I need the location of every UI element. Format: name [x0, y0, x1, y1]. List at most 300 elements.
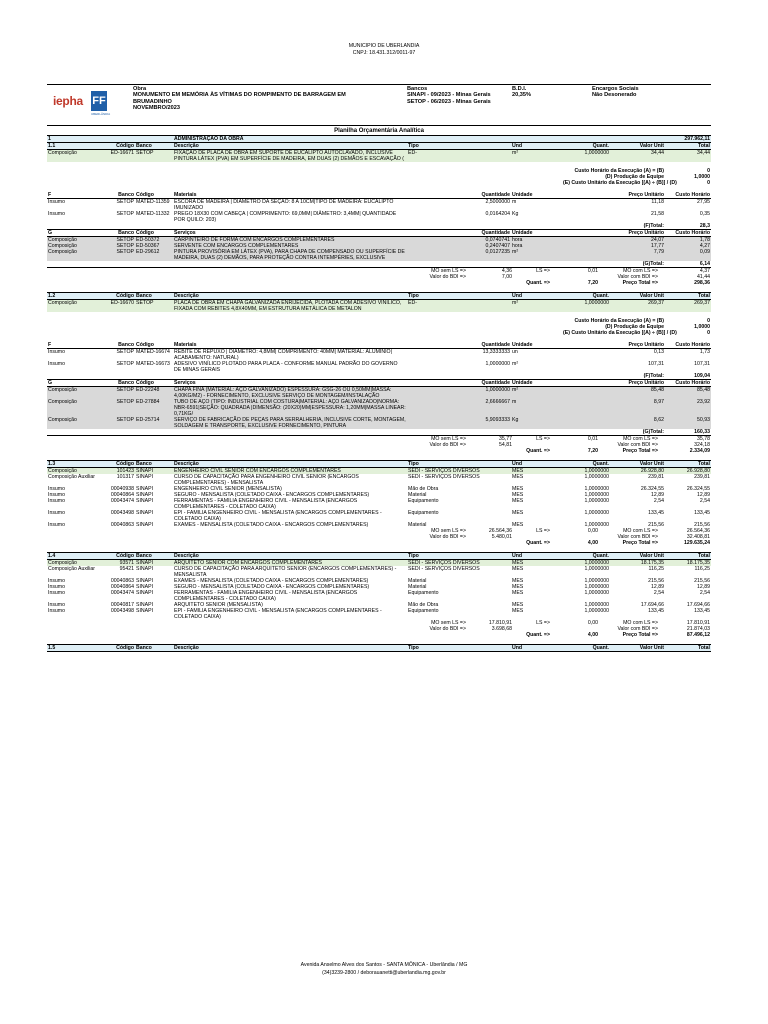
- col-total: Total: [697, 645, 710, 651]
- row-bank: SETOP: [135, 300, 173, 312]
- row-unidade: un: [512, 349, 518, 355]
- row-und: m²: [511, 300, 562, 312]
- row-total: 133,45: [694, 510, 710, 516]
- row-quant: 1,0000000: [584, 602, 609, 608]
- ls-value: 0,00: [587, 528, 598, 534]
- row-kind: Insumo: [48, 211, 66, 217]
- col-banco: Banco: [136, 553, 152, 559]
- row-und: MES: [512, 474, 524, 480]
- row-code: ED-27884: [135, 399, 173, 417]
- mo-com-ls-label: MO com LS =>: [623, 620, 658, 626]
- total-label: (G)Total:: [642, 261, 664, 267]
- col-und: Und: [512, 645, 523, 651]
- row-bank: SINAPI: [136, 498, 154, 504]
- col-descricao: Descrição: [174, 143, 199, 149]
- service-row: [47, 417, 711, 429]
- composition-row: [47, 474, 711, 486]
- row-tipo: Material: [408, 584, 427, 590]
- row-custo: 50,93: [665, 417, 711, 429]
- row-quant: 1,0000000: [584, 498, 609, 504]
- row-unidade: m: [512, 199, 517, 205]
- row-bank: SINAPI: [135, 468, 173, 474]
- row-kind: Composição: [47, 249, 103, 261]
- unit-execution-cost-row: [47, 330, 711, 336]
- row-kind: Composição: [47, 468, 103, 474]
- preco-total-label: Preço Total =>: [622, 448, 658, 454]
- row-kind: Insumo: [48, 590, 66, 596]
- col-valor-unit: Valor Unit: [639, 553, 664, 559]
- row-unit: 12,89: [651, 584, 664, 590]
- col-tipo: Tipo: [408, 645, 419, 651]
- row-preco: 85,48: [610, 387, 665, 399]
- row-preco: 7,79: [610, 249, 665, 261]
- row-quantidade: 2,6666667: [407, 399, 511, 417]
- valor-com-bdi-label: Valor com BDI =>: [617, 274, 658, 280]
- col-unidade: Unidade: [512, 230, 533, 236]
- row-code: 00043498: [110, 608, 134, 614]
- document-header: [47, 84, 711, 126]
- row-und: MES: [512, 584, 524, 590]
- row-unit: 269,37: [610, 300, 665, 312]
- row-bank: SINAPI: [136, 590, 154, 596]
- valor-com-bdi-value: 21.874,03: [686, 626, 710, 632]
- service-row: [47, 399, 711, 417]
- mo-label: MO sem LS =>: [431, 620, 466, 626]
- col-valor-unit: Valor Unit: [639, 461, 664, 467]
- group-row-1: [47, 135, 711, 142]
- quant-label: Quant. =>: [526, 540, 550, 546]
- row-desc: PREGO 18X30 COM CABEÇA | COMPRIMENTO: 69,0MM| DIÂMETRO: 3,4MM| QUANTIDADE POR QUILO: 203): [174, 211, 397, 223]
- row-und: MES: [512, 492, 524, 498]
- row-preco: 24,07: [610, 237, 665, 243]
- row-total: 26.928,80: [665, 468, 711, 474]
- composition-header-s13: [47, 460, 711, 468]
- row-desc: CHAPA FINA (MATERIAL: AÇO GALVANIZADO) ESPESSURA: GSG-26 OU 0,50MM|MASSA: 4,00KG/M2) - FORNECIMENTO, EXCLUSIVE SERVIÇO DE MONTAGEM/INSTALAÇÃO: [173, 387, 407, 399]
- row-quant: 1,0000000: [562, 150, 610, 162]
- block-title: Serviços: [174, 230, 196, 236]
- bancos-block: [407, 86, 517, 105]
- row-code: ED-29612: [135, 249, 173, 261]
- col-und: Und: [512, 293, 523, 299]
- main-composition-row: [47, 300, 711, 312]
- row-und: MES: [511, 560, 562, 566]
- row-bank: SINAPI: [135, 560, 173, 566]
- col-quant: Quant.: [592, 645, 609, 651]
- row-und: MES: [512, 522, 524, 528]
- col-total: Total: [697, 553, 710, 559]
- mo-label: MO sem LS =>: [431, 268, 466, 274]
- row-quant: 1,0000000: [584, 492, 609, 498]
- row-desc: CARPINTEIRO DE FORMA COM ENCARGOS COMPLEMENTARES: [173, 237, 407, 243]
- row-bank: SINAPI: [136, 522, 154, 528]
- row-custo: 1,78: [665, 237, 711, 243]
- composition-row: [47, 498, 711, 510]
- row-kind: Insumo: [48, 492, 66, 498]
- row-kind: Composição Auxiliar: [48, 474, 95, 480]
- iepha-logo-text: iepha: [53, 94, 83, 108]
- col-valor-unit: Valor Unit: [639, 143, 664, 149]
- row-bank: SETOP: [103, 387, 135, 399]
- col-codigo: Código: [116, 143, 134, 149]
- cost-value: 0: [707, 180, 710, 186]
- row-bank: SINAPI: [136, 510, 154, 516]
- preco-total-value: 129.635,24: [684, 540, 710, 546]
- row-und: MES: [512, 590, 524, 596]
- row-kind: Composição: [47, 399, 103, 417]
- row-total: 26.324,55: [686, 486, 710, 492]
- encargos-value: Não Desonerado: [592, 92, 637, 99]
- row-code: ED-25714: [135, 417, 173, 429]
- block-title: Materiais: [174, 342, 197, 348]
- row-code: 00040864: [110, 492, 134, 498]
- row-tipo: Mão de Obra: [408, 602, 439, 608]
- row-bank: SINAPI: [136, 566, 154, 572]
- col-descricao: Descrição: [174, 461, 199, 467]
- total-value: 28,3: [699, 223, 710, 229]
- row-kind: Composição: [47, 387, 103, 399]
- ls-value: 0,01: [587, 268, 598, 274]
- col-total: Total: [697, 293, 710, 299]
- quant-value: 4,00: [587, 632, 598, 638]
- item-number: 1.3: [48, 461, 56, 467]
- col-custo-horario: Custo Horário: [675, 230, 710, 236]
- row-total: 133,45: [694, 608, 710, 614]
- col-custo-horario: Custo Horário: [675, 342, 710, 348]
- col-banco: Banco: [136, 143, 152, 149]
- row-desc: ADESIVO VINÍLICO PLOTADO PARA PLACA - CONFORME MANUAL PADRÃO DO GOVERNO DE MINAS GERAIS: [174, 361, 398, 373]
- row-custo: 23,92: [665, 399, 711, 417]
- row-kind: Insumo: [48, 608, 66, 614]
- col-quant: Quant.: [592, 143, 609, 149]
- row-bank: SINAPI: [136, 584, 154, 590]
- bdi-block: [512, 86, 562, 99]
- row-code: 00040817: [110, 602, 134, 608]
- main-composition-row: [47, 150, 711, 162]
- preco-total-label: Preço Total =>: [622, 540, 658, 546]
- row-code: MATED-16673: [136, 361, 170, 367]
- row-bank: SINAPI: [136, 578, 154, 584]
- ls-label: LS =>: [536, 620, 550, 626]
- cost-value: 0: [707, 318, 710, 324]
- materials-total: [47, 373, 711, 380]
- row-custo: 27,95: [697, 199, 710, 205]
- row-quant: 1,0000000: [584, 510, 609, 516]
- services-total: [47, 429, 711, 436]
- col-codigo: Código: [136, 380, 154, 386]
- row-quant: 1,0000000: [584, 584, 609, 590]
- row-desc: ARQUITETO SENIOR (MENSALISTA): [174, 602, 263, 608]
- col-codigo: Código: [136, 192, 154, 198]
- valor-com-bdi-label: Valor com BDI =>: [617, 534, 658, 540]
- ff-logo-subtitle: UBERLÂNDIA: [91, 112, 111, 116]
- service-row: [47, 249, 711, 261]
- row-total: 116,25: [694, 566, 710, 572]
- services-header: [47, 380, 711, 387]
- row-bank: SETOP: [116, 349, 134, 355]
- mo-label: MO sem LS =>: [431, 436, 466, 442]
- cost-value: 1,0000: [694, 324, 710, 330]
- page-footer: [0, 961, 768, 977]
- col-tipo: Tipo: [408, 553, 419, 559]
- row-unit: 215,56: [648, 578, 664, 584]
- row-desc: ENGENHEIRO CIVIL SENIOR COM ENCARGOS COMPLEMENTARES: [173, 468, 407, 474]
- row-code: 101317: [116, 474, 134, 480]
- row-total: 2,54: [699, 498, 710, 504]
- row-unidade: m²: [511, 387, 562, 399]
- section-summary: [47, 268, 711, 286]
- total-label: (F)Total:: [643, 373, 664, 379]
- preco-total-label: Preço Total =>: [622, 632, 658, 638]
- row-tipo: Material: [408, 522, 427, 528]
- row-bank: SINAPI: [136, 492, 154, 498]
- col-unidade: Unidade: [512, 342, 533, 348]
- row-bank: SETOP: [103, 417, 135, 429]
- quant-value: 7,20: [587, 448, 598, 454]
- row-kind: Composição: [47, 560, 103, 566]
- row-custo: 1,73: [699, 349, 710, 355]
- row-bank: SINAPI: [136, 602, 154, 608]
- row-und: MES: [512, 498, 524, 504]
- row-total: 215,56: [694, 522, 710, 528]
- row-total: 12,89: [697, 492, 710, 498]
- mo-value: 4,36: [501, 268, 512, 274]
- row-preco: 107,31: [648, 361, 664, 367]
- row-quant: 1,0000000: [584, 474, 609, 480]
- bdi-label: Valor do BDI =>: [429, 626, 466, 632]
- composition-row: [47, 590, 711, 602]
- row-quantidade: 0,0740741: [407, 237, 511, 243]
- row-custo: 0,09: [665, 249, 711, 261]
- row-desc: EXAMES - MENSALISTA (COLETADO CAIXA - ENCARGOS COMPLEMENTARES): [174, 578, 369, 584]
- row-total: 18.175,35: [665, 560, 711, 566]
- obra-block: [133, 86, 363, 112]
- group-desc: ADMINISTRAÇÃO DA OBRA: [174, 136, 244, 142]
- preco-total-value: 87.496,12: [686, 632, 710, 638]
- row-desc: ARQUITETO SENIOR COM ENCARGOS COMPLEMENTARES: [173, 560, 407, 566]
- row-tipo: SEDI - SERVIÇOS DIVERSOS: [408, 474, 480, 480]
- budget-sheet: [47, 84, 711, 652]
- cost-label: (D) Produção de Equipe: [605, 174, 664, 180]
- row-unit: 26.324,55: [640, 486, 664, 492]
- material-row: [47, 199, 711, 211]
- row-quant: 1,0000000: [562, 300, 610, 312]
- block-title: Materiais: [174, 192, 197, 198]
- sections-container: [47, 142, 711, 652]
- row-quantidade: 0,0127235: [407, 249, 511, 261]
- services-header: [47, 230, 711, 237]
- row-quantidade: 13,3333333: [482, 349, 510, 355]
- composition-row: [47, 510, 711, 522]
- mo-com-ls-value: 26.564,36: [686, 528, 710, 534]
- row-quant: 1,0000000: [584, 486, 609, 492]
- row-unidade: Kg: [511, 417, 562, 429]
- col-banco: Banco: [136, 461, 152, 467]
- block-letter: G: [48, 380, 53, 386]
- row-quant: 1,0000000: [584, 608, 609, 614]
- row-unit: 2,54: [653, 498, 664, 504]
- obra-date: NOVEMBRO/2023: [133, 105, 180, 112]
- row-code: 00040938: [110, 486, 134, 492]
- col-total: Total: [697, 143, 710, 149]
- mo-com-ls-label: MO com LS =>: [623, 268, 658, 274]
- section-summary: [47, 528, 711, 546]
- row-code: 00040864: [110, 584, 134, 590]
- row-kind: Insumo: [48, 199, 66, 205]
- row-bank: SINAPI: [136, 474, 154, 480]
- bdi-value: 7,00: [501, 274, 512, 280]
- services-total: [47, 261, 711, 268]
- row-preco: 17,77: [610, 243, 665, 249]
- col-custo-horario: Custo Horário: [675, 192, 710, 198]
- quant-label: Quant. =>: [526, 280, 550, 286]
- row-desc: SEGURO - MENSALISTA (COLETADO CAIXA - ENCARGOS COMPLEMENTARES): [174, 492, 370, 498]
- row-bank: SETOP: [103, 237, 135, 243]
- item-number: 1.4: [48, 553, 56, 559]
- row-unit: 215,56: [648, 522, 664, 528]
- header-line-1: MUNICIPIO DE UBERLANDIA: [348, 43, 420, 49]
- group-item: 1: [48, 136, 51, 142]
- col-tipo: Tipo: [408, 293, 419, 299]
- col-unidade: Unidade: [512, 380, 533, 386]
- row-bank: SETOP: [116, 211, 134, 217]
- row-kind: Insumo: [48, 510, 66, 516]
- bdi-value: 20,35%: [512, 92, 531, 99]
- col-quant: Quant.: [592, 461, 609, 467]
- row-und: MES: [512, 486, 524, 492]
- bdi-value: 54,81: [499, 442, 512, 448]
- bdi-value: 3.698,68: [491, 626, 512, 632]
- row-code: 95421: [119, 566, 134, 572]
- row-kind: Insumo: [48, 349, 66, 355]
- row-bank: SETOP: [103, 243, 135, 249]
- composition-row: [47, 566, 711, 578]
- composition-header-s15: [47, 644, 711, 652]
- mo-com-ls-value: 35,78: [697, 436, 710, 442]
- row-quantidade: 2,5000000: [485, 199, 510, 205]
- row-bank: SETOP: [103, 399, 135, 417]
- iepha-logo: [49, 91, 111, 116]
- row-quantidade: 1,0000000: [485, 361, 510, 367]
- col-custo-horario: Custo Horário: [675, 380, 710, 386]
- total-label: (F)Total:: [643, 223, 664, 229]
- materials-header: [47, 342, 711, 349]
- ls-label: LS =>: [536, 268, 550, 274]
- row-code: 00043498: [110, 510, 134, 516]
- col-descricao: Descrição: [174, 553, 199, 559]
- total-value: 109,04: [694, 373, 710, 379]
- valor-com-bdi-label: Valor com BDI =>: [617, 626, 658, 632]
- row-und: MES: [512, 608, 524, 614]
- ls-label: LS =>: [536, 528, 550, 534]
- row-desc: FERRAMENTAS - FAMILIA ENGENHEIRO CIVIL - MENSALISTA (ENCARGOS COMPLEMENTARES - COLETADO CAIXA): [174, 590, 358, 602]
- col-banco: Banco: [118, 192, 134, 198]
- encargos-block: [592, 86, 702, 99]
- material-row: [47, 211, 711, 223]
- row-desc: ENGENHEIRO CIVIL SENIOR (MENSALISTA): [174, 486, 282, 492]
- group-total: 297.962,11: [684, 136, 710, 142]
- row-custo: 4,27: [665, 243, 711, 249]
- row-code: MATED-16674: [136, 349, 170, 355]
- composition-header-s14: [47, 552, 711, 560]
- col-quant: Quant.: [592, 553, 609, 559]
- mo-com-ls-label: MO com LS =>: [623, 436, 658, 442]
- row-custo: 0,35: [699, 211, 710, 217]
- row-tipo: Material: [408, 492, 427, 498]
- row-desc: SERVIÇO DE FABRICAÇÃO DE PEÇAS PARA SERRALHERIA, INCLUSIVE CORTE, MONTAGEM, SOLDAGEM E TRANSPORTE, EXCLUSIVE FORNECIMENTO, PINTURA: [174, 417, 406, 429]
- quant-label: Quant. =>: [526, 448, 550, 454]
- col-codigo: Código: [116, 293, 134, 299]
- page-header: [0, 43, 768, 56]
- col-banco: Banco: [118, 230, 134, 236]
- mo-com-ls-value: 4,37: [699, 268, 710, 274]
- col-banco: Banco: [136, 645, 152, 651]
- cost-label: (E) Custo Unitário da Execução [(A) ÷ (B)] / (D): [563, 180, 677, 186]
- unit-execution-cost-row: [47, 180, 711, 186]
- row-kind: Composição Auxiliar: [48, 566, 95, 572]
- bdi-label: Valor do BDI =>: [429, 534, 466, 540]
- row-kind: Insumo: [48, 584, 66, 590]
- mo-value: 26.564,36: [488, 528, 512, 534]
- row-unidade: m: [511, 399, 562, 417]
- col-descricao: Descrição: [174, 645, 199, 651]
- col-codigo: Código: [136, 342, 154, 348]
- preco-total-label: Preço Total =>: [622, 280, 658, 286]
- row-total: 239,81: [694, 474, 710, 480]
- row-und: m²: [511, 150, 562, 162]
- block-letter: F: [48, 192, 52, 198]
- quant-value: 4,00: [587, 540, 598, 546]
- row-preco: 8,62: [610, 417, 665, 429]
- item-number: 1.1: [48, 143, 56, 149]
- total-value: 160,33: [694, 429, 710, 435]
- row-kind: Insumo: [48, 498, 66, 504]
- bdi-value: 5.480,01: [491, 534, 512, 540]
- valor-com-bdi-value: 32.408,81: [686, 534, 710, 540]
- row-bank: SINAPI: [136, 486, 154, 492]
- quant-label: Quant. =>: [526, 632, 550, 638]
- bdi-label: B.D.I.: [512, 86, 527, 92]
- col-descricao: Descrição: [174, 293, 199, 299]
- row-preco: 0,13: [653, 349, 664, 355]
- col-preco-unitario: Preço Unitário: [628, 342, 664, 348]
- material-row: [47, 349, 711, 361]
- col-quant: Quant.: [592, 293, 609, 299]
- row-quant: 1,0000000: [562, 468, 610, 474]
- obra-label: Obra: [133, 86, 147, 92]
- composition-header-s12: [47, 292, 711, 300]
- mo-value: 17.810,91: [488, 620, 512, 626]
- mo-label: MO sem LS =>: [431, 528, 466, 534]
- row-tipo: Equipamento: [408, 608, 439, 614]
- col-banco: Banco: [118, 342, 134, 348]
- col-tipo: Tipo: [408, 461, 419, 467]
- row-desc: EPI - FAMILIA ENGENHEIRO CIVIL - MENSALISTA (ENCARGOS COMPLEMENTARES - COLETADO CAIXA): [174, 608, 382, 620]
- ls-value: 0,00: [587, 620, 598, 626]
- col-quantidade: Quantidade: [481, 192, 510, 198]
- row-desc: CURSO DE CAPACITAÇÃO PARA ENGENHEIRO CIVIL SENIOR (ENCARGOS COMPLEMENTARES) - MENSALISTA: [174, 474, 359, 486]
- row-bank: SETOP: [135, 150, 173, 162]
- row-code: 93571: [103, 560, 135, 566]
- col-unidade: Unidade: [512, 192, 533, 198]
- col-und: Und: [512, 553, 523, 559]
- row-code: ED-50372: [135, 237, 173, 243]
- row-unit: 133,45: [648, 608, 664, 614]
- col-und: Und: [512, 143, 523, 149]
- row-total: 2,54: [699, 590, 710, 596]
- row-desc: EPI - FAMILIA ENGENHEIRO CIVIL - MENSALISTA (ENCARGOS COMPLEMENTARES - COLETADO CAIXA): [174, 510, 382, 522]
- row-tipo: Equipamento: [408, 510, 439, 516]
- materials-header: [47, 192, 711, 199]
